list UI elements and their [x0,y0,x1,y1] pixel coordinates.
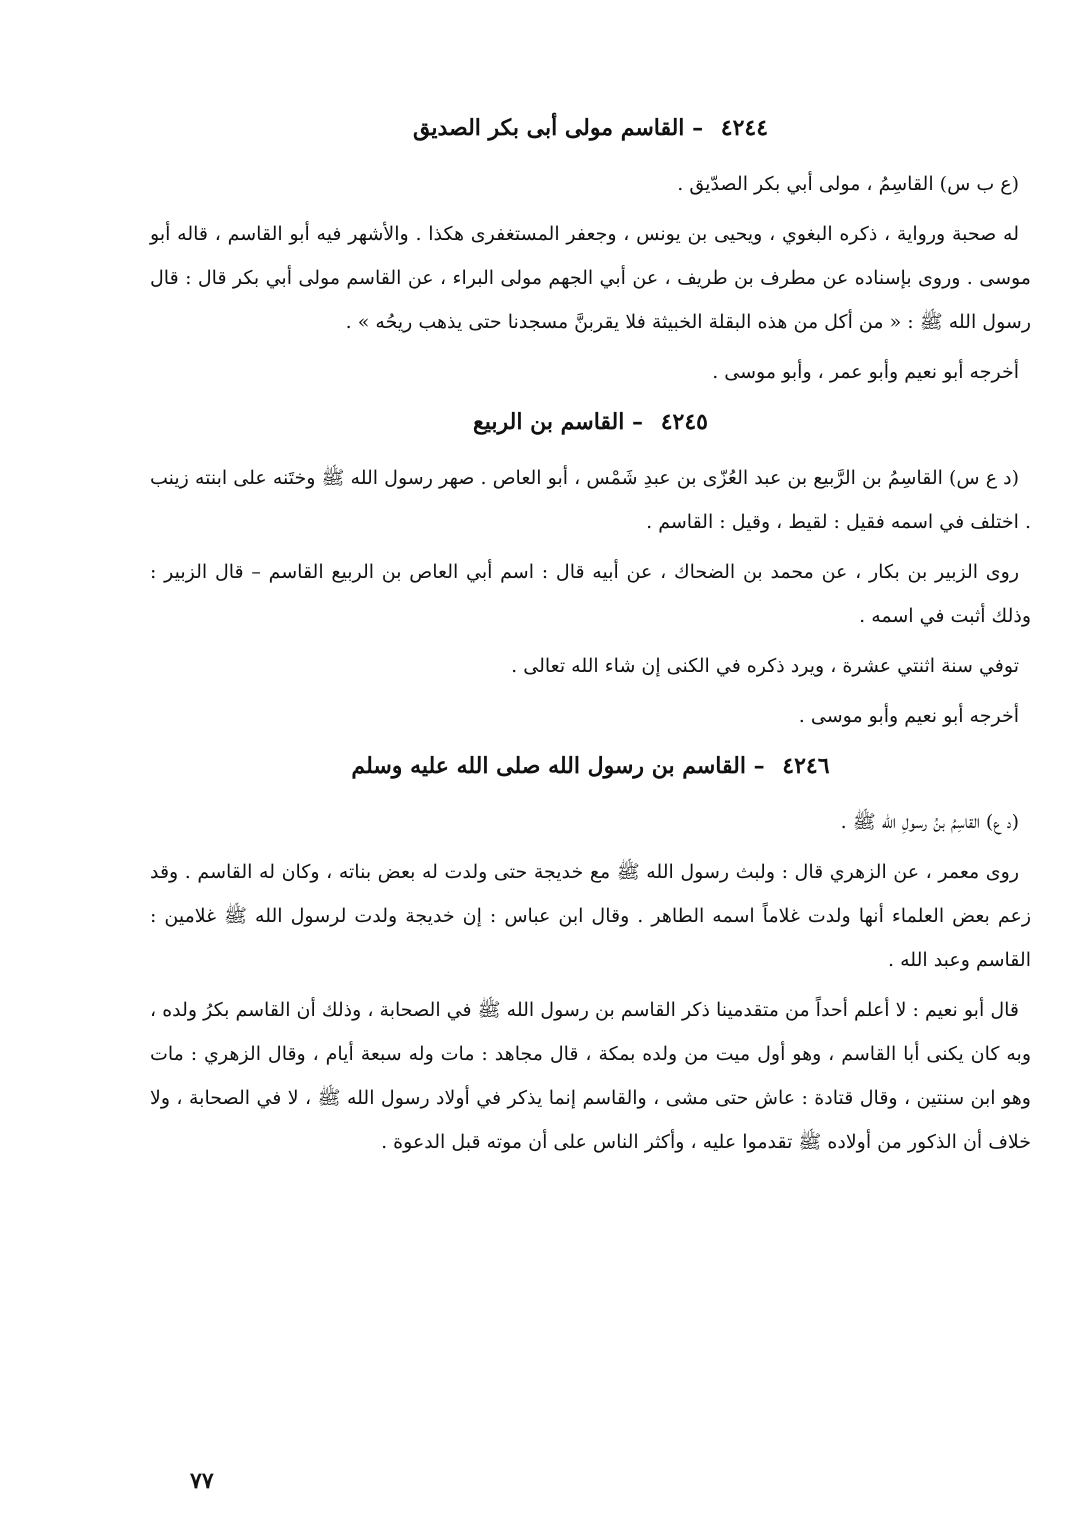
entry-paragraph: روى الزبير بن بكار ، عن محمد بن الضحاك ، عن أبيه قال : اسم أبي العاص بن الربيع القاسم – قال الزبير : وذلك أثبت في اسمه . [150,561,1031,627]
entry-heading [150,750,1031,782]
entry-paragraph: أخرجه أبو نعيم وأبو موسى . [798,705,1019,727]
entry-paragraph: له صحبة ورواية ، ذكره البغوي ، ويحيى بن يونس ، وجعفر المستغفرى هكذا . والأشهر فيه أبو القاسم ، قاله أبو موسى . وروى بإسناده عن مطرف بن طريف ، عن أبي الجهم مولى البراء ، عن القاسم مولى أبي بكر قال : قال رسول الله ﷺ : « من أكل من هذه البقلة الخبيثة فلا يقربنَّ مسجدنا حتى يذهب ريحُه » . [150,223,1031,333]
entry-number: ٤٢٤٦ [782,753,830,779]
entry-dash: – [632,409,644,435]
page-number: ٧٧ [190,1468,214,1494]
entry-heading [150,406,1031,438]
entry-heading [150,112,1031,144]
entry-title: القاسم مولى أبى بكر الصديق [412,115,685,141]
entry-intro: (د ع س) القاسِمُ بن الرَّبيع بن عبد العُزّى بن عبدِ شَمْس ، أبو العاص . صهر رسول الله ﷺ وختَنه على ابنته زينب . اختلف في اسمه فقيل : لقيط ، وقيل : القاسم . [150,467,1031,533]
entry-intro: (ع ب س) القاسِمُ ، مولى أبي بكر الصدّيق . [677,173,1019,195]
entry-paragraph: توفي سنة اثنتي عشرة ، ويرد ذكره في الكنى إن شاء الله تعالى . [511,655,1019,677]
entry-dash: – [692,115,704,141]
entry-title: القاسم بن الربيع [473,409,625,435]
entry-dash: – [753,753,765,779]
entry-number: ٤٢٤٥ [660,409,708,435]
entry-title: القاسم بن رسول الله صلى الله عليه وسلم [351,753,746,779]
entry-4245 [150,406,1031,738]
entry-4244 [150,112,1031,394]
entry-paragraph: أخرجه أبو نعيم وأبو عمر ، وأبو موسى . [712,361,1019,383]
entry-paragraph: روى معمر ، عن الزهري قال : ولبث رسول الله ﷺ مع خديجة حتى ولدت له بعض بناته ، وكان له القاسم . وقد زعم بعض العلماء أنها ولدت غلاماً اسمه الطاهر . وقال ابن عباس : إن خديجة ولدت لرسول الله ﷺ غلامين : القاسم وعبد الله . [150,861,1031,971]
entry-number: ٤٢٤٤ [720,115,769,141]
entry-paragraph: قال أبو نعيم : لا أعلم أحداً من متقدمينا ذكر القاسم بن رسول الله ﷺ في الصحابة ، وذلك أن القاسم بكرُ ولده ، وبه كان يكنى أبا القاسم ، وهو أول ميت من ولده بمكة ، قال مجاهد : مات وله سبعة أيام ، وقال الزهري : مات وهو ابن سنتين ، وقال قتادة : عاش حتى مشى ، والقاسم إنما يذكر في أولاد رسول الله ﷺ ، لا في الصحابة ، ولا خلاف أن الذكور من أولاده ﷺ تقدموا عليه ، وأكثر الناس على أن موته قبل الدعوة . [150,999,1031,1153]
page-content [150,100,1031,1170]
entry-intro: (د ع) القاسِمُ بنُ رسولِ الله ﷺ . [840,811,1019,833]
entry-4246 [150,750,1031,1164]
